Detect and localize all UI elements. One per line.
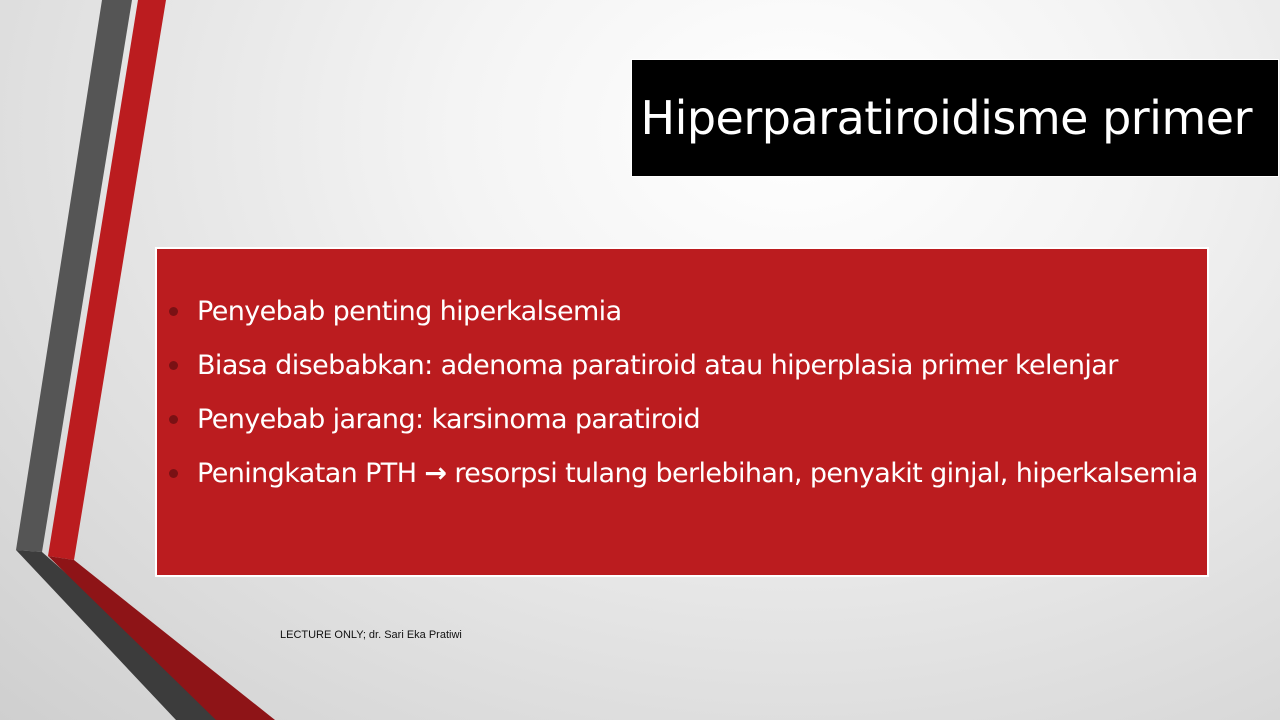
bullet-item (157, 401, 1207, 439)
bullet-dot-icon (169, 307, 178, 316)
bullet-item (157, 455, 1207, 493)
bullet-text: Penyebab jarang: karsinoma paratiroid (197, 404, 700, 435)
bullet-text: Penyebab penting hiperkalsemia (197, 296, 622, 327)
content-box (155, 247, 1209, 577)
bullet-dot-icon (169, 469, 178, 478)
bullet-list (157, 293, 1207, 509)
bullet-item (157, 347, 1207, 385)
bullet-text-before: Peningkatan PTH (197, 458, 425, 489)
title-box (631, 59, 1279, 177)
bullet-text: Biasa disebabkan: adenoma paratiroid atau hiperplasia primer kelenjar (197, 350, 1118, 381)
bullet-dot-icon (169, 415, 178, 424)
bullet-dot-icon (169, 361, 178, 370)
footer-text: LECTURE ONLY; dr. Sari Eka Pratiwi (280, 629, 462, 641)
right-arrow-icon: → (424, 458, 447, 489)
bullet-item (157, 293, 1207, 331)
slide-title: Hiperparatiroidisme primer (640, 91, 1252, 145)
bullet-text-after: resorpsi tulang berlebihan, penyakit ginjal, hiperkalsemia (446, 458, 1198, 489)
